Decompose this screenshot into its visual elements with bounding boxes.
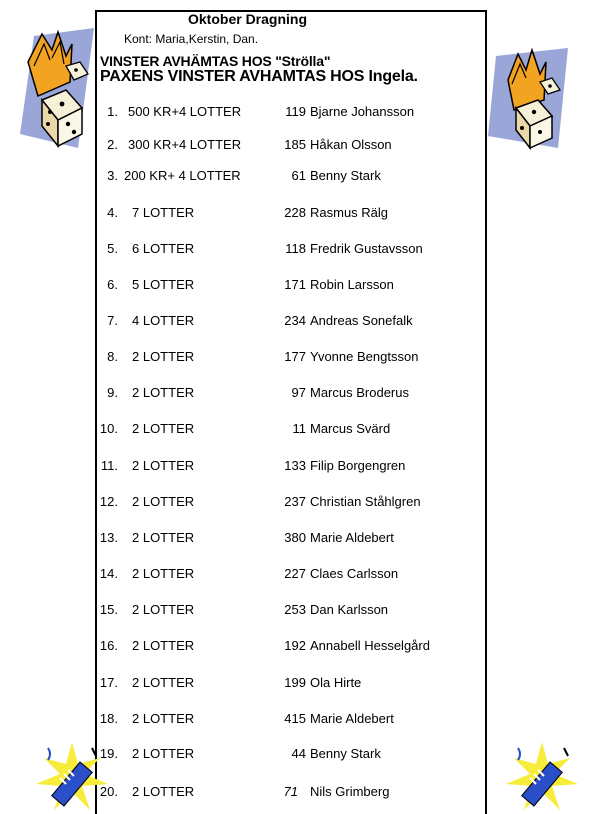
winner-name: Filip Borgengren bbox=[310, 458, 406, 473]
row-number: 9. bbox=[107, 385, 118, 400]
ticket-number: 11 bbox=[292, 421, 306, 436]
row-number: 13. bbox=[99, 530, 118, 545]
row-number: 16. bbox=[99, 638, 118, 653]
winner-name: Håkan Olsson bbox=[310, 137, 392, 152]
ticket-number: 185 bbox=[284, 137, 306, 152]
prize-row bbox=[0, 349, 592, 367]
dice-clipart-right-icon bbox=[488, 44, 574, 150]
row-number: 8. bbox=[107, 349, 118, 364]
prize-text: 2 LOTTER bbox=[132, 675, 195, 690]
contact-line: Kont: Maria,Kerstin, Dan. bbox=[124, 32, 259, 46]
page-title: Oktober Dragning bbox=[188, 11, 308, 27]
prize-row bbox=[0, 241, 592, 259]
dice-clipart-left-icon bbox=[8, 22, 94, 148]
row-number: 1. bbox=[107, 104, 118, 119]
ticket-number: 97 bbox=[291, 385, 306, 400]
ticket-number: 228 bbox=[284, 205, 306, 220]
prize-text: 2 LOTTER bbox=[132, 421, 195, 436]
winner-name: Bjarne Johansson bbox=[310, 104, 415, 119]
row-number: 6. bbox=[107, 277, 118, 292]
row-number: 3. bbox=[107, 168, 118, 183]
row-number: 17. bbox=[99, 675, 118, 690]
prize-row bbox=[0, 566, 592, 584]
prize-text: 2 LOTTER bbox=[132, 784, 195, 799]
ticket-number: 415 bbox=[284, 711, 306, 726]
row-number: 12. bbox=[99, 494, 118, 509]
winner-name: Dan Karlsson bbox=[310, 602, 389, 617]
ticket-number: 71 bbox=[283, 784, 298, 799]
prize-row bbox=[0, 530, 592, 548]
prize-row bbox=[0, 313, 592, 331]
prize-row bbox=[0, 746, 592, 764]
ticket-number: 237 bbox=[284, 494, 306, 509]
winner-name: Ola Hirte bbox=[310, 675, 362, 690]
row-number: 14. bbox=[99, 566, 118, 581]
row-number: 2. bbox=[107, 137, 118, 152]
prize-text: 2 LOTTER bbox=[132, 458, 195, 473]
prize-row bbox=[0, 205, 592, 223]
prize-row bbox=[0, 385, 592, 403]
row-number: 7. bbox=[107, 313, 118, 328]
row-number: 10. bbox=[99, 421, 118, 436]
row-number: 18. bbox=[99, 711, 118, 726]
prize-text: 2 LOTTER bbox=[132, 494, 195, 509]
row-number: 4. bbox=[107, 205, 118, 220]
ticket-number: 199 bbox=[284, 675, 306, 690]
prize-text: 500 KR+4 LOTTER bbox=[128, 104, 242, 119]
prize-row bbox=[0, 675, 592, 693]
ticket-number: 253 bbox=[284, 602, 306, 617]
winner-name: Claes Carlsson bbox=[310, 566, 399, 581]
winner-name: Annabell Hesselgård bbox=[310, 638, 430, 653]
prize-text: 300 KR+4 LOTTER bbox=[128, 137, 242, 152]
row-number: 20. bbox=[99, 784, 118, 799]
prize-text: 6 LOTTER bbox=[132, 241, 195, 256]
prize-row bbox=[0, 711, 592, 729]
prize-text: 2 LOTTER bbox=[132, 746, 195, 761]
prize-row bbox=[0, 421, 592, 439]
prize-row bbox=[0, 168, 592, 186]
pickup-note: VINSTER AVHÄMTAS HOS "Strölla" bbox=[100, 53, 331, 69]
prize-row bbox=[0, 277, 592, 295]
winner-name: Yvonne Bengtsson bbox=[310, 349, 419, 364]
ticket-number: 234 bbox=[284, 313, 306, 328]
ticket-number: 380 bbox=[284, 530, 306, 545]
document-frame bbox=[95, 10, 487, 814]
prize-row bbox=[0, 602, 592, 620]
ticket-number: 192 bbox=[284, 638, 306, 653]
ticket-number: 177 bbox=[284, 349, 306, 364]
prize-text: 2 LOTTER bbox=[132, 566, 195, 581]
row-number: 5. bbox=[107, 241, 118, 256]
prize-text: 2 LOTTER bbox=[132, 711, 195, 726]
prize-text: 2 LOTTER bbox=[132, 349, 195, 364]
prize-text: 2 LOTTER bbox=[132, 385, 195, 400]
prize-row bbox=[0, 137, 592, 155]
prize-text: 2 LOTTER bbox=[132, 638, 195, 653]
ticket-number: 61 bbox=[291, 168, 306, 183]
ticket-number: 119 bbox=[285, 104, 306, 119]
row-number: 15. bbox=[99, 602, 118, 617]
winner-name: Rasmus Rälg bbox=[310, 205, 389, 220]
winner-name: Christian Ståhlgren bbox=[310, 494, 421, 509]
prize-row bbox=[0, 104, 592, 122]
ticket-number: 118 bbox=[285, 241, 306, 256]
prize-row bbox=[0, 784, 592, 802]
winner-name: Marie Aldebert bbox=[310, 711, 394, 726]
prize-text: 7 LOTTER bbox=[132, 205, 195, 220]
prize-text: 4 LOTTER bbox=[132, 313, 195, 328]
winner-name: Marcus Broderus bbox=[310, 385, 409, 400]
prize-row bbox=[0, 494, 592, 512]
prize-row bbox=[0, 458, 592, 476]
prize-text: 2 LOTTER bbox=[132, 602, 195, 617]
ticket-number: 171 bbox=[284, 277, 306, 292]
ticket-number: 133 bbox=[284, 458, 306, 473]
prize-text: 5 LOTTER bbox=[132, 277, 195, 292]
row-number: 19. bbox=[99, 746, 118, 761]
winner-name: Benny Stark bbox=[310, 746, 381, 761]
ticket-number: 44 bbox=[291, 746, 306, 761]
winner-name: Nils Grimberg bbox=[310, 784, 390, 799]
ticket-number: 227 bbox=[284, 566, 306, 581]
prize-row bbox=[0, 638, 592, 656]
prize-text: 200 KR+ 4 LOTTER bbox=[124, 168, 241, 183]
winner-name: Robin Larsson bbox=[310, 277, 394, 292]
winner-name: Marie Aldebert bbox=[310, 530, 394, 545]
winner-name: Benny Stark bbox=[310, 168, 381, 183]
pax-pickup-note: PAXENS VINSTER AVHAMTAS HOS Ingela. bbox=[100, 68, 418, 85]
prize-text: 2 LOTTER bbox=[132, 530, 195, 545]
winner-name: Andreas Sonefalk bbox=[310, 313, 413, 328]
row-number: 11. bbox=[100, 458, 118, 473]
winner-name: Marcus Svärd bbox=[310, 421, 391, 436]
winner-name: Fredrik Gustavsson bbox=[310, 241, 423, 256]
